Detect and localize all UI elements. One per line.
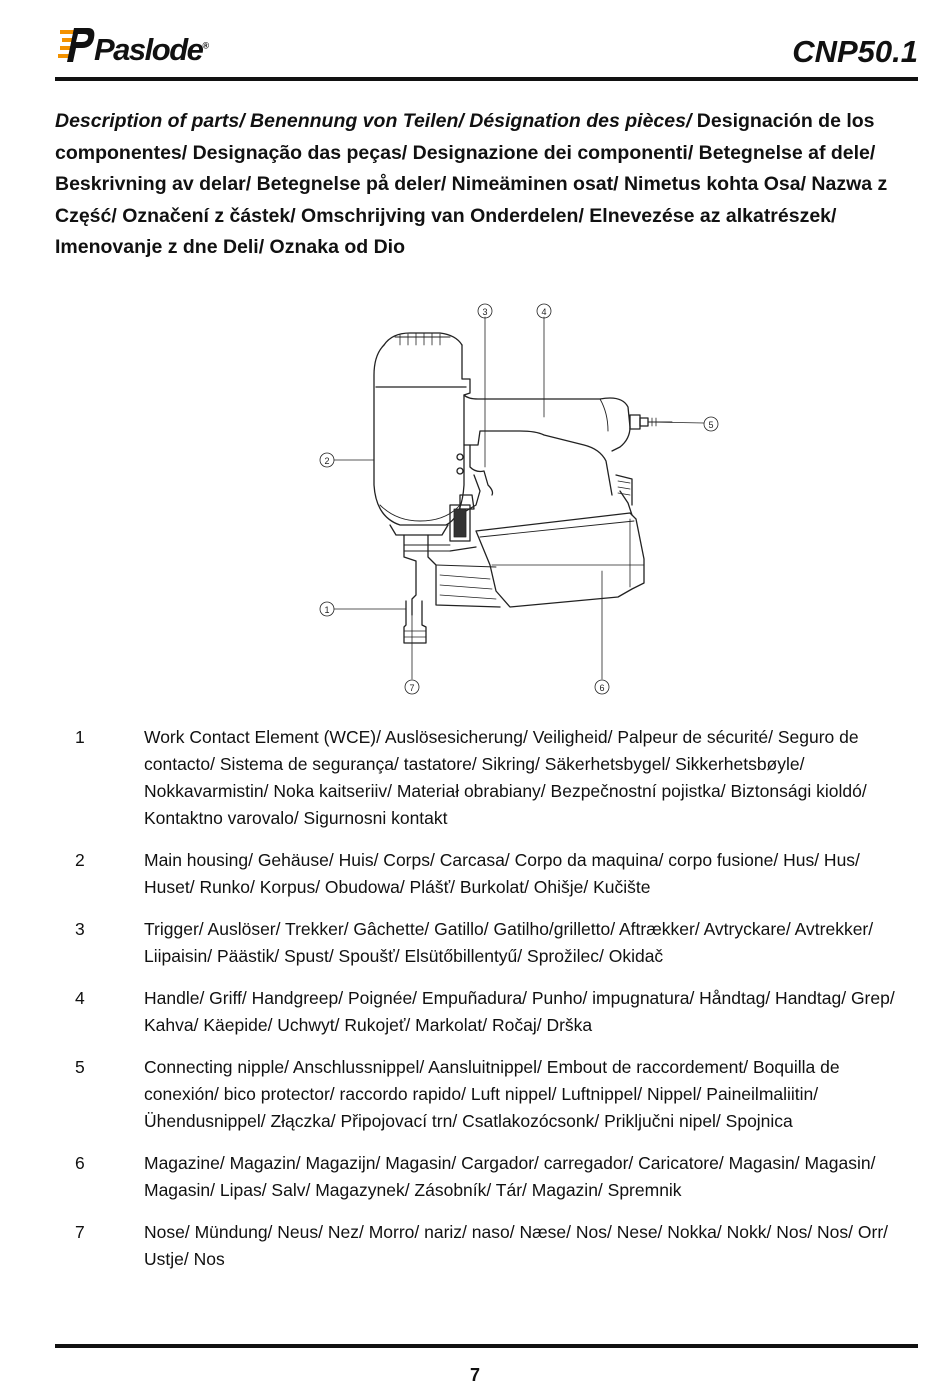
footer-divider [55,1344,918,1348]
callout-label: 5 [708,420,714,430]
heading-regular: Designación de los componentes/ Designação das peças/ Designazione dei componenti/ Betegnelse af dele/ Beskrivning av delar/ Betegnelse på deler/ Nimeäminen osat/ Nimetus kohta Osa/ Nazwa z Część/ Označení z částek/ Omschrijving van Onderdelen/ Elnevezése az alkatrészek/ Imenovanje z dne Deli/ Oznaka od Dio [55,110,888,258]
part-item [75,1219,915,1273]
part-item [75,724,915,832]
callout-circles [320,304,718,694]
header-divider [55,77,918,81]
part-number: 5 [75,1057,85,1077]
part-description: Handle/ Griff/ Handgreep/ Poignée/ Empuñadura/ Punho/ impugnatura/ Håndtag/ Handtag/ Grep/ Kahva/ Käepide/ Uchwyt/ Rukojeť/ Markolat/ Ročaj/ Drška [144,988,895,1035]
callout-label: 2 [324,456,330,466]
part-number: 4 [75,988,85,1008]
model-number: CNP50.1 [792,34,918,69]
part-item [75,1054,915,1135]
callout-label: 7 [409,683,415,693]
coil-nailer-drawing [300,295,740,705]
part-number: 6 [75,1153,85,1173]
part-item [75,1150,915,1204]
heading-italic: Description of parts/ Benennung von Teilen/ Désignation des pièces/ [55,110,692,132]
page-number: 7 [469,1365,480,1385]
callout-label: 6 [599,683,605,693]
part-description: Nose/ Mündung/ Neus/ Nez/ Morro/ nariz/ naso/ Næse/ Nos/ Nese/ Nokka/ Nokk/ Nos/ Nos/ Orr/ Ustje/ Nos [144,1222,889,1269]
callout-label: 3 [482,307,488,317]
part-description: Connecting nipple/ Anschlussnippel/ Aansluitnippel/ Embout de raccordement/ Boquilla de conexión/ bico protector/ raccordo rapido/ Luft nippel/ Luftnippel/ Nippel/ Paineilmaliitin/ Ühendusnippel/ Złączka/ Připojovací trn/ Csatlakozócsonk/ Priključni nipel/ Spojnica [144,1057,840,1131]
part-description: Magazine/ Magazin/ Magazijn/ Magasin/ Cargador/ carregador/ Caricatore/ Magasin/ Magasin/ Magasin/ Lipas/ Salv/ Magazynek/ Zásobník/ Tár/ Magazin/ Spremnik [144,1153,876,1200]
part-number: 7 [75,1222,85,1242]
callout-label: 4 [541,307,547,317]
part-item [75,847,915,901]
part-number: 3 [75,919,85,939]
callout-label: 1 [324,605,330,615]
paslode-logo [58,22,218,72]
brand-name: Paslode® [94,32,210,67]
part-description: Work Contact Element (WCE)/ Auslösesicherung/ Veiligheid/ Palpeur de sécurité/ Seguro de contacto/ Sistema de segurança/ tastatore/ Sikring/ Säkerhetsbygel/ Sikkerhetsbøyle/ Nokkavarmistin/ Noka kaitseriiv/ Materiał obrabiany/ Bezpečnostní pojistka/ Biztonsági kioldó/ Kontaktno varovalo/ Sigurnosni kontakt [144,727,867,828]
part-description: Main housing/ Gehäuse/ Huis/ Corps/ Carcasa/ Corpo da maquina/ corpo fusione/ Hus/ Hus/ Huset/ Runko/ Korpus/ Obudowa/ Plášť/ Burkolat/ Ohišje/ Kučište [144,850,860,897]
part-description: Trigger/ Auslöser/ Trekker/ Gâchette/ Gatillo/ Gatilho/grilletto/ Aftrækker/ Avtryckare/ Avtrekker/ Liipaisin/ Päästik/ Spust/ Spoušť/ Elsütőbillentyű/ Sprožilec/ Okidač [144,919,874,966]
parts-heading [55,106,948,264]
part-number: 1 [75,727,85,747]
part-item [75,985,915,1039]
tool-diagram [300,295,740,705]
paslode-p-mark-icon [58,24,98,68]
part-number: 2 [75,850,85,870]
parts-list [75,724,915,1288]
part-item [75,916,915,970]
